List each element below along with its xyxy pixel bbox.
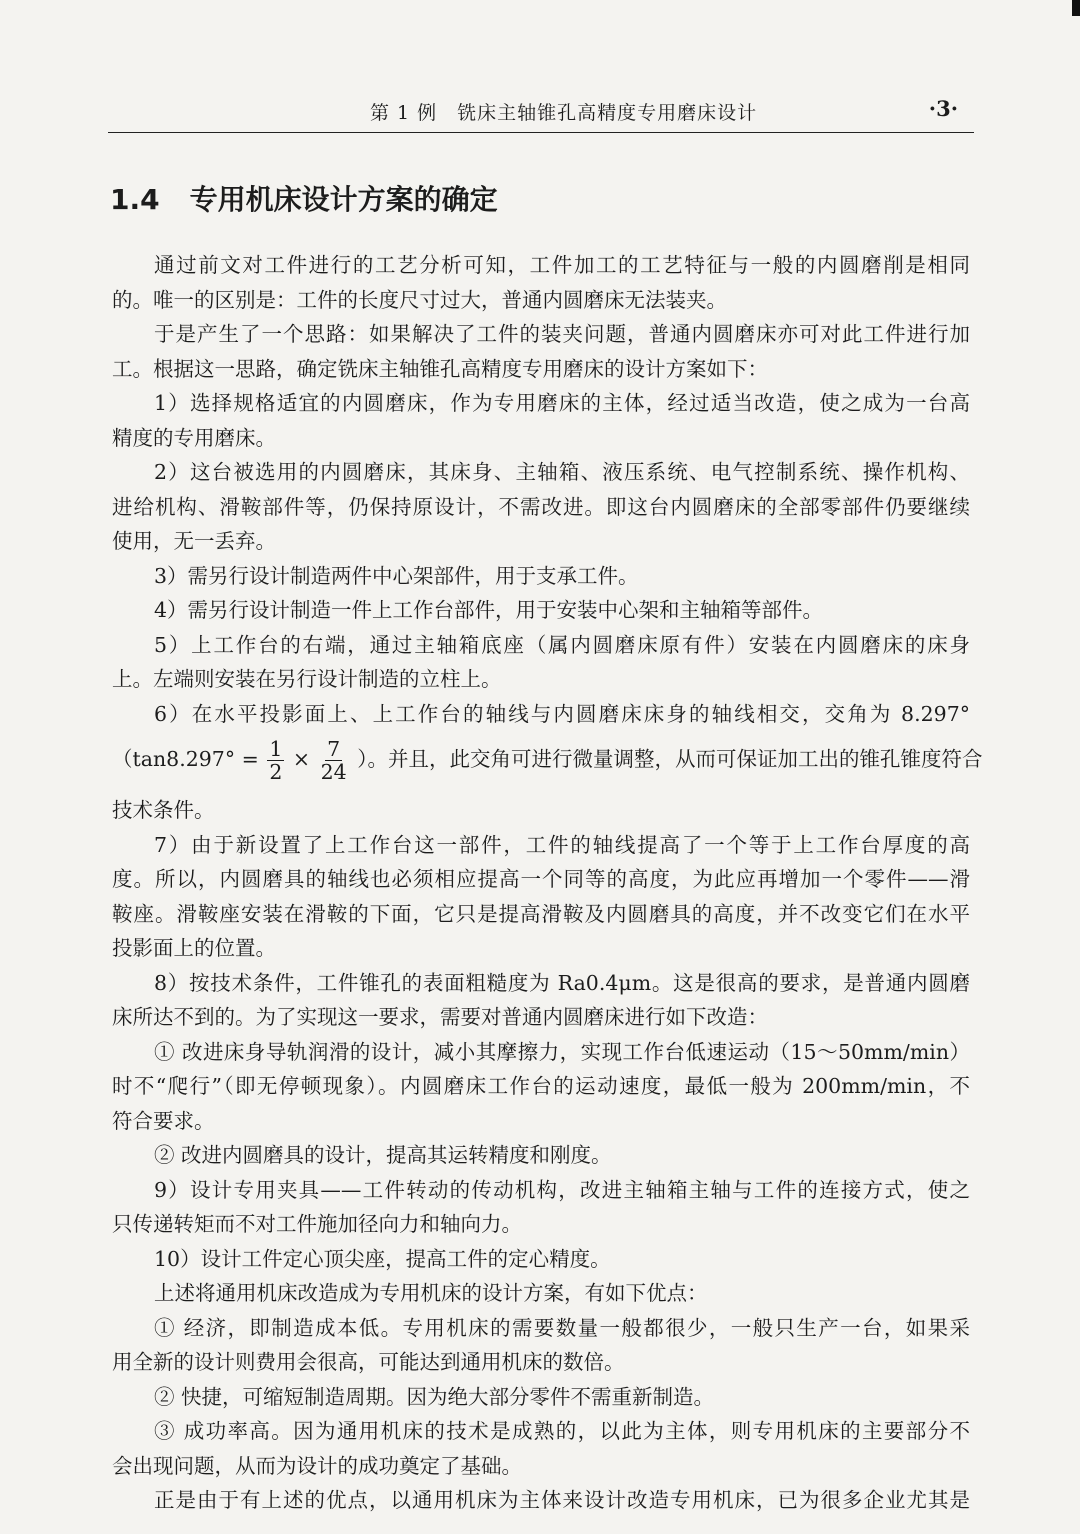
text-line: 3）需另行设计制造两件中心架部件，用于支承工件。 xyxy=(154,563,639,588)
text-line: 4）需另行设计制造一件上工作台部件，用于安装中心架和主轴箱等部件。 xyxy=(154,598,824,622)
section-title: 专用机床设计方案的确定 xyxy=(189,183,498,216)
text-line: 用全新的设计则费用会很高，可能达到通用机床的数倍。 xyxy=(112,1350,625,1374)
fraction-denominator: 24 xyxy=(320,760,347,784)
text-line: 度。所以，内圆磨具的轴线也必须相应提高一个同等的高度，为此应再增加一个零件——滑 xyxy=(112,867,970,891)
fraction-seven-twentyfourths xyxy=(319,738,349,783)
fraction-one-half xyxy=(267,738,284,783)
text-line: ② 改进内圆磨具的设计，提高其运转精度和刚度。 xyxy=(154,1143,612,1167)
text-line: 床所达不到的。为了实现这一要求，需要对普通内圆磨床进行如下改造： xyxy=(112,1005,768,1029)
text-line: ③ 成功率高。因为通用机床的技术是成熟的，以此为主体，则专用机床的主要部分不 xyxy=(154,1419,970,1443)
text-line: 使用，无一丢弃。 xyxy=(112,529,276,553)
body-text xyxy=(112,248,983,1518)
fraction-numerator: 7 xyxy=(327,737,341,761)
text-line: 8）按技术条件，工件锥孔的表面粗糙度为 Ra0.4μm。这是很高的要求，是普通内圆磨 xyxy=(154,970,970,995)
text-line: 正是由于有上述的优点，以通用机床为主体来设计改造专用机床，已为很多企业尤其是 xyxy=(154,1488,970,1512)
multiply-sign: × xyxy=(292,747,311,771)
text-line: ① 经济，即制造成本低。专用机床的需要数量一般都很少，一般只生产一台，如果采 xyxy=(154,1315,970,1340)
text-line: 5）上工作台的右端，通过主轴箱底座（属内圆磨床原有件）安装在内圆磨床的床身 xyxy=(154,632,970,657)
text-line: ① 改进床身导轨润滑的设计，减小其摩擦力，实现工作台低速运动（15～50mm/min） xyxy=(154,1039,970,1064)
text-line: 投影面上的位置。 xyxy=(112,936,276,960)
text-line: 时不“爬行”（即无停顿现象）。内圆磨床工作台的运动速度，最低一般为 200mm/min，不 xyxy=(112,1074,970,1098)
text-line: 6）在水平投影面上、上工作台的轴线与内圆磨床床身的轴线相交，交角为 8.297° xyxy=(154,701,970,726)
fraction-numerator: 1 xyxy=(269,737,283,761)
header-divider xyxy=(108,132,974,133)
text-line: 10）设计工件定心顶尖座，提高工件的定心精度。 xyxy=(154,1246,611,1271)
section-heading xyxy=(110,178,498,218)
scan-corner-mark xyxy=(1072,0,1080,16)
text-line: 进给机构、滑鞍部件等，仍保持原设计，不需改进。即这台内圆磨床的全部零部件仍要继续 xyxy=(112,494,970,519)
formula-line xyxy=(112,731,983,787)
text-line: 符合要求。 xyxy=(112,1108,215,1133)
text-line: 只传递转矩而不对工件施加径向力和轴向力。 xyxy=(112,1212,522,1236)
page-header xyxy=(108,96,970,128)
fraction-denominator: 2 xyxy=(269,760,283,784)
text-line: ② 快捷，可缩短制造周期。因为绝大部分零件不需重新制造。 xyxy=(154,1384,715,1409)
formula-prefix: （tan8.297° = xyxy=(112,747,259,771)
text-line: 通过前文对工件进行的工艺分析可知，工件加工的工艺特征与一般的内圆磨削是相同 xyxy=(154,253,970,277)
text-line: 的。唯一的区别是：工件的长度尺寸过大，普通内圆磨床无法装夹。 xyxy=(112,287,727,312)
page-number: ·3· xyxy=(928,96,958,121)
text-line: 上。左端则安装在另行设计制造的立柱上。 xyxy=(112,667,502,691)
text-line: 2）这台被选用的内圆磨床，其床身、主轴箱、液压系统、电气控制系统、操作机构、 xyxy=(154,460,970,484)
formula-suffix: ）。并且，此交角可进行微量调整，从而可保证加工出的锥孔锥度符合 xyxy=(357,747,983,771)
text-line: 工。根据这一思路，确定铣床主轴锥孔高精度专用磨床的设计方案如下： xyxy=(112,356,768,381)
text-line: 鞍座。滑鞍座安装在滑鞍的下面，它只是提高滑鞍及内圆磨具的高度，并不改变它们在水平 xyxy=(112,901,970,926)
text-line: 上述将通用机床改造成为专用机床的设计方案，有如下优点： xyxy=(154,1281,708,1305)
text-line: 7）由于新设置了上工作台这一部件，工件的轴线提高了一个等于上工作台厚度的高 xyxy=(154,832,970,857)
text-line: 9）设计专用夹具——工件转动的传动机构，改进主轴箱主轴与工件的连接方式，使之 xyxy=(154,1177,970,1202)
text-line: 技术条件。 xyxy=(112,798,215,822)
running-title: 第 1 例 铣床主轴锥孔高精度专用磨床设计 xyxy=(370,102,758,124)
text-line: 1）选择规格适宜的内圆磨床，作为专用磨床的主体，经过适当改造，使之成为一台高 xyxy=(154,391,970,415)
text-line: 精度的专用磨床。 xyxy=(112,425,276,450)
text-line: 于是产生了一个思路：如果解决了工件的装夹问题，普通内圆磨床亦可对此工件进行加 xyxy=(154,322,970,346)
text-line: 会出现问题，从而为设计的成功奠定了基础。 xyxy=(112,1453,522,1478)
section-number: 1.4 xyxy=(110,183,160,216)
